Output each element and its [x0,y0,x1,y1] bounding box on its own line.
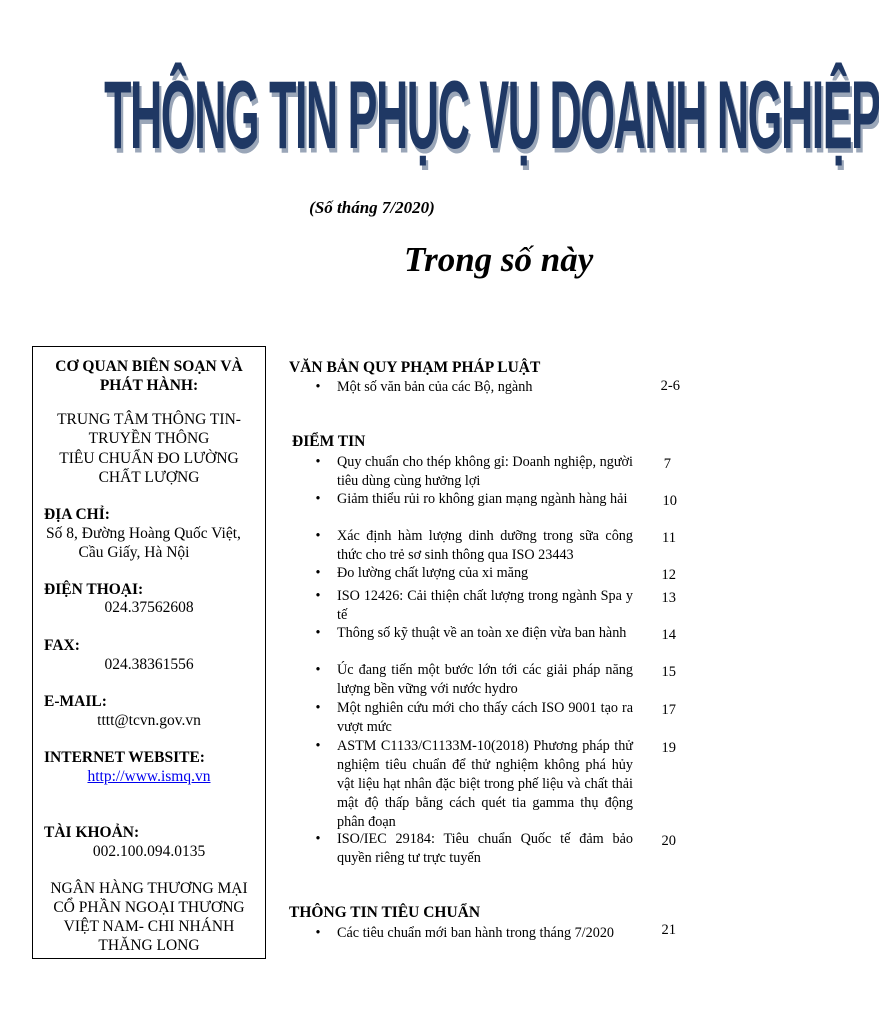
account-value: 002.100.094.0135 [92,843,206,860]
bank-line: NGÂN HÀNG THƯƠNG MẠI [50,880,248,897]
publisher-line: TRUNG TÂM THÔNG TIN- [57,411,241,428]
toc-page-number: 7 [663,456,671,472]
account-label: TÀI KHOẢN: [44,824,140,841]
toc-page-number: 11 [662,530,676,546]
bullet-icon: • [315,588,321,604]
toc-section-title: VĂN BẢN QUY PHẠM PHÁP LUẬT [289,359,541,376]
bullet-icon: • [315,379,321,395]
bullet-icon: • [315,528,321,544]
website-label: INTERNET WEBSITE: [44,749,205,766]
bullet-icon: • [315,491,321,507]
bullet-icon: • [315,925,321,941]
publisher-line: TRUYỀN THÔNG [88,430,210,447]
toc-page-number: 2-6 [660,378,680,394]
toc-page-number: 19 [661,740,676,756]
bullet-icon: • [315,565,321,581]
bullet-icon: • [315,662,321,678]
publisher-label: CƠ QUAN BIÊN SOẠN VÀ PHÁT HÀNH: [55,358,243,394]
email-label: E-MAIL: [44,693,107,710]
toc-page-number: 15 [661,664,676,680]
in-this-issue-heading: Trong số này [404,240,594,279]
bullet-icon: • [315,831,321,847]
toc-page-number: 21 [661,922,676,938]
address-line: Số 8, Đường Hoàng Quốc Việt, [46,525,241,542]
toc-page-number: 14 [661,627,676,643]
bank-line: VIỆT NAM- CHI NHÁNH [63,918,235,935]
publisher-info-box [32,346,266,959]
toc-section-title: ĐIỂM TIN [292,433,366,450]
bullet-icon: • [315,625,321,641]
bullet-icon: • [315,454,321,470]
issue-number: (Số tháng 7/2020) [309,198,435,217]
address-line: Cầu Giấy, Hà Nội [78,544,190,561]
toc-page-number: 13 [661,590,676,606]
toc-page-number: 20 [661,833,676,849]
website-link[interactable]: http://www.ismq.vn [87,768,211,785]
fax-label: FAX: [44,637,80,654]
fax-value: 024.38361556 [104,656,194,673]
address-label: ĐỊA CHỈ: [44,506,110,523]
bullet-icon: • [315,738,321,754]
toc-page-number: 17 [661,702,676,718]
phone-label: ĐIỆN THOẠI: [44,581,144,598]
bullet-icon: • [315,700,321,716]
toc-page-number: 10 [662,493,677,509]
phone-value: 024.37562608 [104,599,194,616]
publisher-line: CHẤT LƯỢNG [98,469,200,486]
publisher-line: TIÊU CHUẨN ĐO LƯỜNG [59,450,239,467]
bank-line: CỔ PHẦN NGOẠI THƯƠNG [53,899,245,916]
toc-page-number: 12 [661,567,676,583]
bank-line: THĂNG LONG [98,937,200,954]
email-value: tttt@tcvn.gov.vn [97,712,201,729]
masthead-title: THÔNG TIN PHỤC VỤ DOANH NGHIỆP [104,62,879,170]
toc-section-title: THÔNG TIN TIÊU CHUẨN [289,904,481,921]
